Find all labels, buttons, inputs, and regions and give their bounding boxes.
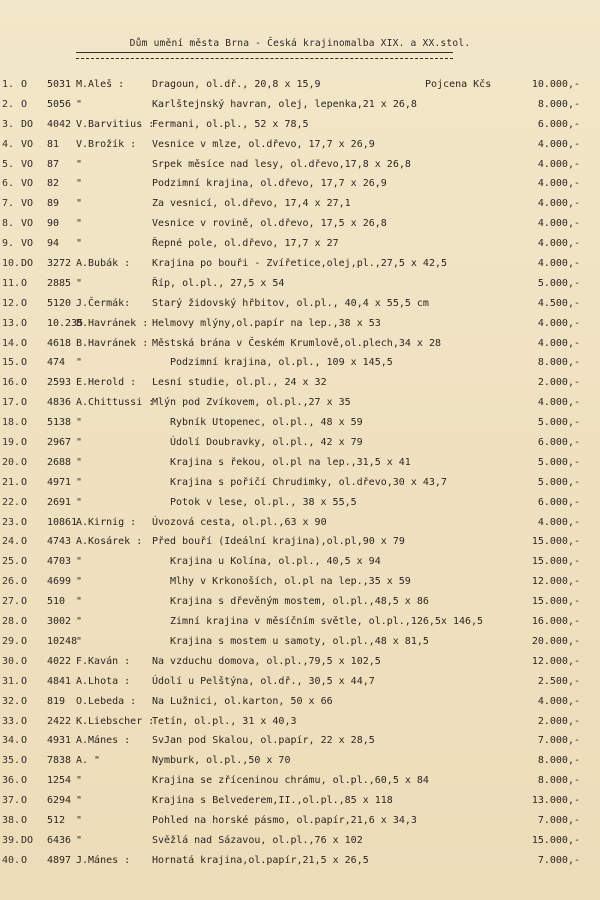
artwork-description: Na vzduchu domova, ol.pl.,79,5 x 102,5 [152, 655, 381, 667]
artist-name: E.Herold : [76, 377, 137, 389]
inventory-number: 4931 [47, 735, 72, 747]
price-value: 2.000,- [537, 377, 580, 389]
artwork-description: Úvozová cesta, ol.pl.,63 x 90 [152, 516, 327, 528]
inventory-number: 2422 [47, 715, 72, 727]
artwork-description: Krajina s řekou, ol.pl na lep.,31,5 x 41 [170, 456, 411, 468]
price-value: 4.000,- [537, 695, 580, 707]
artwork-description: Na Lužnici, ol.karton, 50 x 66 [152, 695, 333, 707]
artwork-description: Mlhy v Krkonoších, ol.pl na lep.,35 x 59 [170, 576, 411, 588]
inventory-prefix: DO [21, 118, 34, 130]
inventory-number: 474 [47, 357, 66, 369]
price-value: 4.000,- [537, 158, 580, 170]
catalogue-row [0, 576, 600, 596]
artist-name: " [76, 814, 83, 826]
row-number: 9. [2, 238, 15, 250]
artwork-description: Krajina po bouři - Zvířetice,olej,pl.,27,5 x 42,5 [152, 258, 448, 270]
price-value: 15.000,- [531, 834, 580, 846]
catalogue-row [0, 696, 600, 716]
catalogue-row [0, 755, 600, 775]
inventory-number: 5031 [47, 79, 72, 90]
catalogue-row [0, 338, 600, 358]
inventory-prefix: VO [21, 198, 34, 210]
inventory-prefix: O [21, 635, 28, 647]
price-value: 20.000,- [531, 635, 580, 647]
catalogue-row [0, 536, 600, 556]
inventory-prefix: O [21, 516, 28, 528]
inventory-prefix: O [21, 675, 28, 687]
row-number: 27. [2, 596, 21, 608]
inventory-prefix: VO [21, 158, 34, 170]
inventory-prefix: DO [21, 834, 34, 846]
inventory-number: 512 [47, 814, 66, 826]
inventory-number: 4841 [47, 675, 72, 687]
catalogue-row [0, 775, 600, 795]
catalogue-row [0, 616, 600, 636]
row-number: 36. [2, 775, 21, 787]
price-value: 5.000,- [537, 456, 580, 468]
inventory-prefix: O [21, 655, 28, 667]
inventory-number: 90 [47, 218, 60, 230]
insurance-note: Pojcena Kčs [425, 79, 492, 90]
artwork-description: Údolí Doubravky, ol.pl., 42 x 79 [170, 437, 363, 449]
price-value: 7.000,- [537, 814, 580, 826]
catalogue-row [0, 377, 600, 397]
artwork-description: Fermani, ol.pl., 52 x 78,5 [152, 118, 309, 130]
artist-name: K.Liebscher : [76, 715, 155, 727]
inventory-prefix: O [21, 437, 28, 449]
row-number: 11. [2, 277, 21, 289]
artwork-description: Krajina s Belvederem,II.,ol.pl.,85 x 118 [152, 795, 393, 807]
catalogue-row [0, 497, 600, 517]
artwork-description: Srpek měsíce nad lesy, ol.dřevo,17,8 x 26,8 [152, 158, 411, 170]
row-number: 31. [2, 675, 21, 687]
inventory-prefix: O [21, 814, 28, 826]
price-value: 16.000,- [531, 616, 580, 628]
price-value: 5.000,- [537, 476, 580, 488]
inventory-prefix: O [21, 735, 28, 747]
row-number: 18. [2, 417, 21, 429]
row-number: 29. [2, 635, 21, 647]
catalogue-row [0, 139, 600, 159]
catalogue-row [0, 477, 600, 497]
artist-name: " [76, 238, 83, 250]
inventory-prefix: O [21, 695, 28, 707]
catalogue-row [0, 178, 600, 198]
artist-name: " [76, 834, 83, 846]
row-number: 4. [2, 138, 15, 150]
price-value: 8.000,- [537, 98, 580, 110]
artwork-description: Svěžlá nad Sázavou, ol.pl.,76 x 102 [152, 834, 363, 846]
row-number: 1. [2, 79, 15, 90]
price-value: 4.000,- [537, 238, 580, 250]
inventory-number: 2885 [47, 277, 72, 289]
price-value: 4.000,- [537, 138, 580, 150]
artist-name: " [76, 775, 83, 787]
artwork-description: Krajina u Kolína, ol.pl., 40,5 x 94 [170, 556, 381, 568]
artist-name: " [76, 417, 83, 429]
artist-name: A. " [76, 755, 101, 767]
price-value: 15.000,- [531, 596, 580, 608]
artist-name: V.Brožík : [76, 138, 137, 150]
inventory-number: 3002 [47, 616, 72, 628]
artwork-description: Dragoun, ol.dř., 20,8 x 15,9 [152, 79, 321, 90]
inventory-number: 6294 [47, 795, 72, 807]
inventory-prefix: O [21, 616, 28, 628]
catalogue-row [0, 397, 600, 417]
inventory-prefix: O [21, 596, 28, 608]
artwork-description: Potok v lese, ol.pl., 38 x 55,5 [170, 496, 357, 508]
inventory-number: 4897 [47, 854, 72, 866]
catalogue-row [0, 238, 600, 258]
artist-name: A.Chittussi : [76, 397, 155, 409]
inventory-number: 510 [47, 596, 66, 608]
artwork-description: Údolí u Pelštýna, ol.dř., 30,5 x 44,7 [152, 675, 375, 687]
row-number: 38. [2, 814, 21, 826]
artist-name: B.Havránek : [76, 337, 149, 349]
artist-name: A.Kosárek : [76, 536, 143, 548]
catalogue-row [0, 119, 600, 139]
inventory-number: 10861 [47, 516, 78, 528]
artist-name: B.Havránek : [76, 317, 149, 329]
artist-name: " [76, 437, 83, 449]
artist-name: V.Barvitius : [76, 118, 155, 130]
inventory-prefix: O [21, 775, 28, 787]
row-number: 22. [2, 496, 21, 508]
inventory-number: 2967 [47, 437, 72, 449]
inventory-number: 1254 [47, 775, 72, 787]
row-number: 19. [2, 437, 21, 449]
inventory-prefix: O [21, 79, 28, 90]
artwork-description: Mlýn pod Zvíkovem, ol.pl.,27 x 35 [152, 397, 351, 409]
catalogue-row [0, 596, 600, 616]
inventory-prefix: O [21, 337, 28, 349]
price-value: 15.000,- [531, 536, 580, 548]
document-title: Dům umění města Brna - Česká krajinomalba XIX. a XX.stol. [129, 38, 471, 49]
artist-name: " [76, 576, 83, 588]
row-number: 2. [2, 98, 15, 110]
price-value: 12.000,- [531, 576, 580, 588]
catalogue-row [0, 735, 600, 755]
inventory-number: 2691 [47, 496, 72, 508]
artist-name: " [76, 98, 83, 110]
inventory-prefix: O [21, 317, 28, 329]
row-number: 26. [2, 576, 21, 588]
inventory-number: 4743 [47, 536, 72, 548]
inventory-number: 82 [47, 178, 60, 190]
artwork-description: Krajina s dřevěným mostem, ol.pl.,48,5 x 86 [170, 596, 429, 608]
title-underline [76, 52, 453, 53]
catalogue-row [0, 835, 600, 855]
artist-name: " [76, 198, 83, 210]
price-value: 8.000,- [537, 775, 580, 787]
artwork-description: Nymburk, ol.pl.,50 x 70 [152, 755, 291, 767]
catalogue-row [0, 79, 600, 99]
catalogue-row [0, 318, 600, 338]
catalogue-list [0, 79, 600, 875]
artwork-description: Pohled na horské pásmo, ol.papír,21,6 x 34,3 [152, 814, 417, 826]
catalogue-row [0, 795, 600, 815]
artwork-description: Zimní krajina v měsíčním světle, ol.pl.,126,5x 146,5 [170, 616, 484, 628]
inventory-prefix: VO [21, 178, 34, 190]
artwork-description: Krajina s pořičí Chrudimky, ol.dřevo,30 x 43,7 [170, 476, 447, 488]
artist-name: F.Kaván : [76, 655, 131, 667]
catalogue-row [0, 417, 600, 437]
row-number: 37. [2, 795, 21, 807]
inventory-prefix: O [21, 476, 28, 488]
row-number: 33. [2, 715, 21, 727]
inventory-number: 819 [47, 695, 66, 707]
artwork-description: Helmovy mlýny,ol.papír na lep.,38 x 53 [152, 317, 381, 329]
row-number: 28. [2, 616, 21, 628]
inventory-prefix: O [21, 277, 28, 289]
row-number: 13. [2, 317, 21, 329]
catalogue-row [0, 716, 600, 736]
inventory-prefix: O [21, 297, 28, 309]
inventory-prefix: VO [21, 238, 34, 250]
catalogue-row [0, 298, 600, 318]
artist-name: " [76, 178, 83, 190]
row-number: 8. [2, 218, 15, 230]
artist-name: A.Kirnig : [76, 516, 137, 528]
price-value: 10.000,- [531, 79, 580, 90]
artwork-description: Lesní studie, ol.pl., 24 x 32 [152, 377, 327, 389]
catalogue-row [0, 159, 600, 179]
artist-name: J.Čermák: [76, 297, 131, 309]
inventory-number: 10.235 [47, 317, 84, 329]
row-number: 35. [2, 755, 21, 767]
price-value: 4.000,- [537, 317, 580, 329]
catalogue-row [0, 198, 600, 218]
artist-name: " [76, 277, 83, 289]
artwork-description: Tetín, ol.pl., 31 x 40,3 [152, 715, 297, 727]
artist-name: " [76, 496, 83, 508]
row-number: 16. [2, 377, 21, 389]
inventory-number: 4042 [47, 118, 72, 130]
inventory-number: 5138 [47, 417, 72, 429]
row-number: 12. [2, 297, 21, 309]
artwork-description: Karlštejnský havran, olej, lepenka,21 x 26,8 [152, 98, 417, 110]
row-number: 3. [2, 118, 15, 130]
inventory-prefix: O [21, 496, 28, 508]
artwork-description: Krajina s mostem u samoty, ol.pl.,48 x 81,5 [170, 635, 429, 647]
inventory-number: 3272 [47, 258, 72, 270]
price-value: 4.500,- [537, 297, 580, 309]
artist-name: " [76, 596, 83, 608]
inventory-number: 81 [47, 138, 60, 150]
catalogue-row [0, 656, 600, 676]
inventory-number: 2593 [47, 377, 72, 389]
inventory-number: 4618 [47, 337, 72, 349]
artwork-description: Krajina se zříceninou chrámu, ol.pl.,60,5 x 84 [152, 775, 429, 787]
artist-name: O.Lebeda : [76, 695, 137, 707]
inventory-number: 4699 [47, 576, 72, 588]
price-value: 4.000,- [537, 516, 580, 528]
artist-name: " [76, 218, 83, 230]
artwork-description: Rybník Utopenec, ol.pl., 48 x 59 [170, 417, 363, 429]
artist-name: A.Mánes : [76, 735, 131, 747]
artwork-description: Říp, ol.pl., 27,5 x 54 [152, 277, 285, 289]
inventory-number: 89 [47, 198, 60, 210]
catalogue-row [0, 855, 600, 875]
catalogue-row [0, 517, 600, 537]
catalogue-row [0, 676, 600, 696]
inventory-prefix: O [21, 98, 28, 110]
row-number: 23. [2, 516, 21, 528]
inventory-prefix: O [21, 536, 28, 548]
price-value: 6.000,- [537, 496, 580, 508]
artwork-description: Hornatá krajina,ol.papír,21,5 x 26,5 [152, 854, 369, 866]
price-value: 8.000,- [537, 357, 580, 369]
row-number: 40. [2, 854, 21, 866]
inventory-prefix: VO [21, 218, 34, 230]
catalogue-row [0, 437, 600, 457]
artwork-description: Řepné pole, ol.dřevo, 17,7 x 27 [152, 238, 339, 250]
row-number: 39. [2, 834, 21, 846]
artwork-description: Vesnice v rovině, ol.dřevo, 17,5 x 26,8 [152, 218, 387, 230]
price-value: 6.000,- [537, 118, 580, 130]
row-number: 10. [2, 258, 21, 270]
price-value: 5.000,- [537, 417, 580, 429]
price-value: 4.000,- [537, 218, 580, 230]
price-value: 7.000,- [537, 854, 580, 866]
inventory-prefix: O [21, 397, 28, 409]
title-double-underline [76, 58, 453, 59]
price-value: 5.000,- [537, 277, 580, 289]
price-value: 15.000,- [531, 556, 580, 568]
inventory-number: 4703 [47, 556, 72, 568]
artwork-description: Podzimní krajina, ol.pl., 109 x 145,5 [170, 357, 393, 369]
catalogue-row [0, 556, 600, 576]
artist-name: J.Mánes : [76, 854, 131, 866]
inventory-prefix: VO [21, 138, 34, 150]
price-value: 4.000,- [537, 397, 580, 409]
row-number: 6. [2, 178, 15, 190]
inventory-prefix: O [21, 357, 28, 369]
inventory-prefix: O [21, 795, 28, 807]
inventory-number: 2688 [47, 456, 72, 468]
artwork-description: Vesnice v mlze, ol.dřevo, 17,7 x 26,9 [152, 138, 375, 150]
artist-name: " [76, 795, 83, 807]
catalogue-row [0, 99, 600, 119]
inventory-prefix: O [21, 377, 28, 389]
artist-name: " [76, 158, 83, 170]
inventory-number: 7838 [47, 755, 72, 767]
artist-name: " [76, 635, 83, 647]
artist-name: " [76, 357, 83, 369]
catalogue-row [0, 258, 600, 278]
price-value: 8.000,- [537, 755, 580, 767]
price-value: 4.000,- [537, 198, 580, 210]
inventory-prefix: O [21, 715, 28, 727]
price-value: 13.000,- [531, 795, 580, 807]
artist-name: M.Aleš : [76, 79, 125, 90]
inventory-prefix: O [21, 854, 28, 866]
catalogue-row [0, 278, 600, 298]
artist-name: " [76, 476, 83, 488]
inventory-prefix: O [21, 456, 28, 468]
artist-name: " [76, 556, 83, 568]
catalogue-row [0, 815, 600, 835]
artwork-description: Před bouří (Ideální krajina),ol.pl,90 x 79 [152, 536, 405, 548]
inventory-number: 4971 [47, 476, 72, 488]
artwork-description: Starý židovský hřbitov, ol.pl., 40,4 x 55,5 cm [152, 297, 429, 309]
row-number: 7. [2, 198, 15, 210]
catalogue-row [0, 457, 600, 477]
artist-name: " [76, 456, 83, 468]
artist-name: " [76, 616, 83, 628]
inventory-number: 10248 [47, 635, 78, 647]
inventory-prefix: O [21, 755, 28, 767]
price-value: 4.000,- [537, 337, 580, 349]
price-value: 2.500,- [537, 675, 580, 687]
price-value: 6.000,- [537, 437, 580, 449]
row-number: 20. [2, 456, 21, 468]
row-number: 24. [2, 536, 21, 548]
price-value: 4.000,- [537, 178, 580, 190]
artwork-description: Městská brána v Českém Krumlově,ol.plech,34 x 28 [152, 337, 441, 349]
artwork-description: Podzimní krajina, ol.dřevo, 17,7 x 26,9 [152, 178, 387, 190]
inventory-prefix: DO [21, 258, 34, 270]
inventory-number: 87 [47, 158, 60, 170]
inventory-prefix: O [21, 417, 28, 429]
row-number: 15. [2, 357, 21, 369]
price-value: 12.000,- [531, 655, 580, 667]
row-number: 34. [2, 735, 21, 747]
catalogue-row [0, 636, 600, 656]
inventory-number: 4836 [47, 397, 72, 409]
row-number: 25. [2, 556, 21, 568]
row-number: 17. [2, 397, 21, 409]
price-value: 2.000,- [537, 715, 580, 727]
inventory-number: 5120 [47, 297, 72, 309]
inventory-prefix: O [21, 556, 28, 568]
price-value: 7.000,- [537, 735, 580, 747]
artwork-description: SvJan pod Skalou, ol.papír, 22 x 28,5 [152, 735, 375, 747]
artwork-description: Za vesnicí, ol.dřevo, 17,4 x 27,1 [152, 198, 351, 210]
catalogue-row [0, 357, 600, 377]
inventory-prefix: O [21, 576, 28, 588]
row-number: 5. [2, 158, 15, 170]
price-value: 4.000,- [537, 258, 580, 270]
artist-name: A.Lhota : [76, 675, 131, 687]
inventory-number: 94 [47, 238, 60, 250]
row-number: 21. [2, 476, 21, 488]
row-number: 32. [2, 695, 21, 707]
row-number: 14. [2, 337, 21, 349]
inventory-number: 5056 [47, 98, 72, 110]
artist-name: A.Bubák : [76, 258, 131, 270]
inventory-number: 6436 [47, 834, 72, 846]
inventory-number: 4022 [47, 655, 72, 667]
catalogue-row [0, 218, 600, 238]
row-number: 30. [2, 655, 21, 667]
